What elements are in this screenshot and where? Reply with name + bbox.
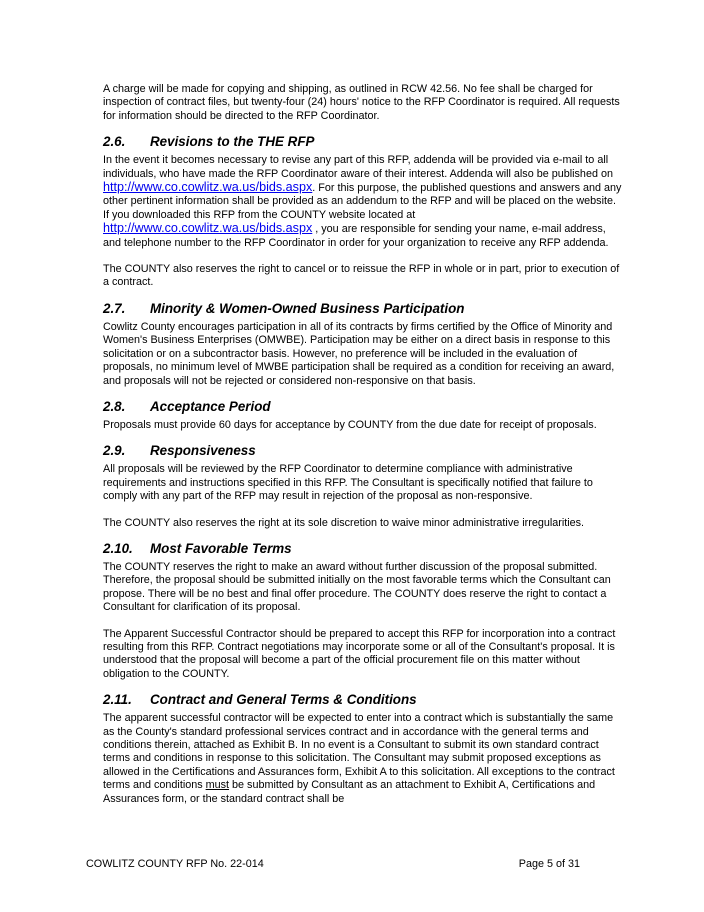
footer-doc-id: COWLITZ COUNTY RFP No. 22-014 [86,858,264,870]
section-title: Revisions to the THE RFP [150,134,315,150]
section-number: 2.6. [103,134,126,150]
section-title: Responsiveness [150,443,256,459]
section-title: Acceptance Period [150,398,271,414]
must-emphasis: must [205,779,230,792]
section-title: Contract and General Terms & Conditions [150,692,417,708]
favorable-terms-paragraph: The COUNTY reserves the right to make an award without further discussion of the proposal submitted. Therefore, the proposal should be submitted initially on the most favorable terms which the Consultant can propose. There will be no best and final offer procedure. The COUNTY does reserve the right to contact a Consultant for clarification of its proposal. [103,560,611,614]
acceptance-paragraph: Proposals must provide 60 days for acceptance by COUNTY from the due date for receipt of proposals. [103,418,597,431]
text-run: In the event it becomes necessary to revise any part of this RFP, addenda will be provided via e-mail to all individuals, who have made the RFP Coordinator aware of their interest. Addenda will also be published on [103,154,613,180]
section-heading-2-10 [103,541,623,557]
text-run: . For this purpose, the published questions and answers and any other pertinent information shall be provided as an addendum to the RFP and will be placed on the website. If you downloaded this RFP from the COUNTY website located at [103,182,622,221]
document-body [103,83,623,806]
irregularities-paragraph: The COUNTY also reserves the right at its sole discretion to waive minor administrative irregularities. [103,516,585,529]
section-number: 2.8. [103,398,126,414]
cancel-paragraph: The COUNTY also reserves the right to cancel or to reissue the RFP in whole or in part, prior to execution of a contract. [103,263,620,289]
section-title: Minority & Women-Owned Business Participation [150,300,465,316]
section-number: 2.10. [103,540,133,556]
bids-link[interactable]: http://www.co.cowlitz.wa.us/bids.aspx [103,180,313,195]
footer-page-number: Page 5 of 31 [518,858,580,870]
intro-paragraph: A charge will be made for copying and shipping, as outlined in RCW 42.56. No fee shall be charged for inspection of contract files, but twenty-four (24) hours' notice to the RFP Coordinator is required. All requests for information should be directed to the RFP Coordinator. [103,83,620,122]
section-number: 2.11. [103,692,132,708]
section-heading-2-11 [103,692,623,708]
section-heading-2-7 [103,301,623,317]
text-run: The apparent successful contractor will be expected to enter into a contract which is substantially the same as the County's standard professional services contract and in accordance with the general terms and conditions therein, attached as Exhibit B. In no event is a Consultant to submit its own standard contract terms and conditions in response to this solicitation. The Consultant may submit proposed exceptions as allowed in the Certifications and Assurances form, Exhibit A to this solicitation. All exceptions to the contract terms and conditions [103,712,615,792]
successful-contractor-paragraph: The Apparent Successful Contractor should be prepared to accept this RFP for incorporation into a contract resulting from this RFP. Contract negotiations may incorporate some or all of the Consultant's proposal. It is understood that the proposal will become a part of the official procurement file on this matter without obligation to the COUNTY. [103,627,616,680]
section-heading-2-9 [103,443,623,459]
section-heading-2-8 [103,399,623,415]
section-title: Most Favorable Terms [150,540,292,556]
revisions-paragraph [103,154,623,250]
contract-terms-paragraph [103,712,623,806]
section-number: 2.7. [103,300,126,316]
section-number: 2.9. [103,443,126,459]
page-footer [86,858,580,871]
text-run: , you are responsible for sending your name, e-mail address, and telephone number to the RFP Coordinator in order for your organization to receive any RFP addenda. [103,223,609,249]
responsiveness-paragraph: All proposals will be reviewed by the RFP Coordinator to determine compliance with administrative requirements and instructions specified in this RFP. The Consultant is specifically notified that failure to comply with any part of the RFP may result in rejection of the proposal as non-responsive. [103,463,593,503]
section-heading-2-6 [103,134,623,150]
text-run: be submitted by Consultant as an attachment to Exhibit A, Certifications and Assurances form, or the standard contract shall be [103,779,596,805]
mwbe-paragraph: Cowlitz County encourages participation in all of its contracts by firms certified by the Office of Minority and Women's Business Enterprises (OMWBE). Participation may be either on a direct basis in response to this solicitation or on a subcontractor basis. However, no preference will be included in the evaluation of proposals, no minimum level of MWBE participation shall be required as a condition for receiving an award, and proposals will not be rejected or considered non-responsive on that basis. [103,320,615,387]
bids-link-2[interactable]: http://www.co.cowlitz.wa.us/bids.aspx [103,221,313,236]
